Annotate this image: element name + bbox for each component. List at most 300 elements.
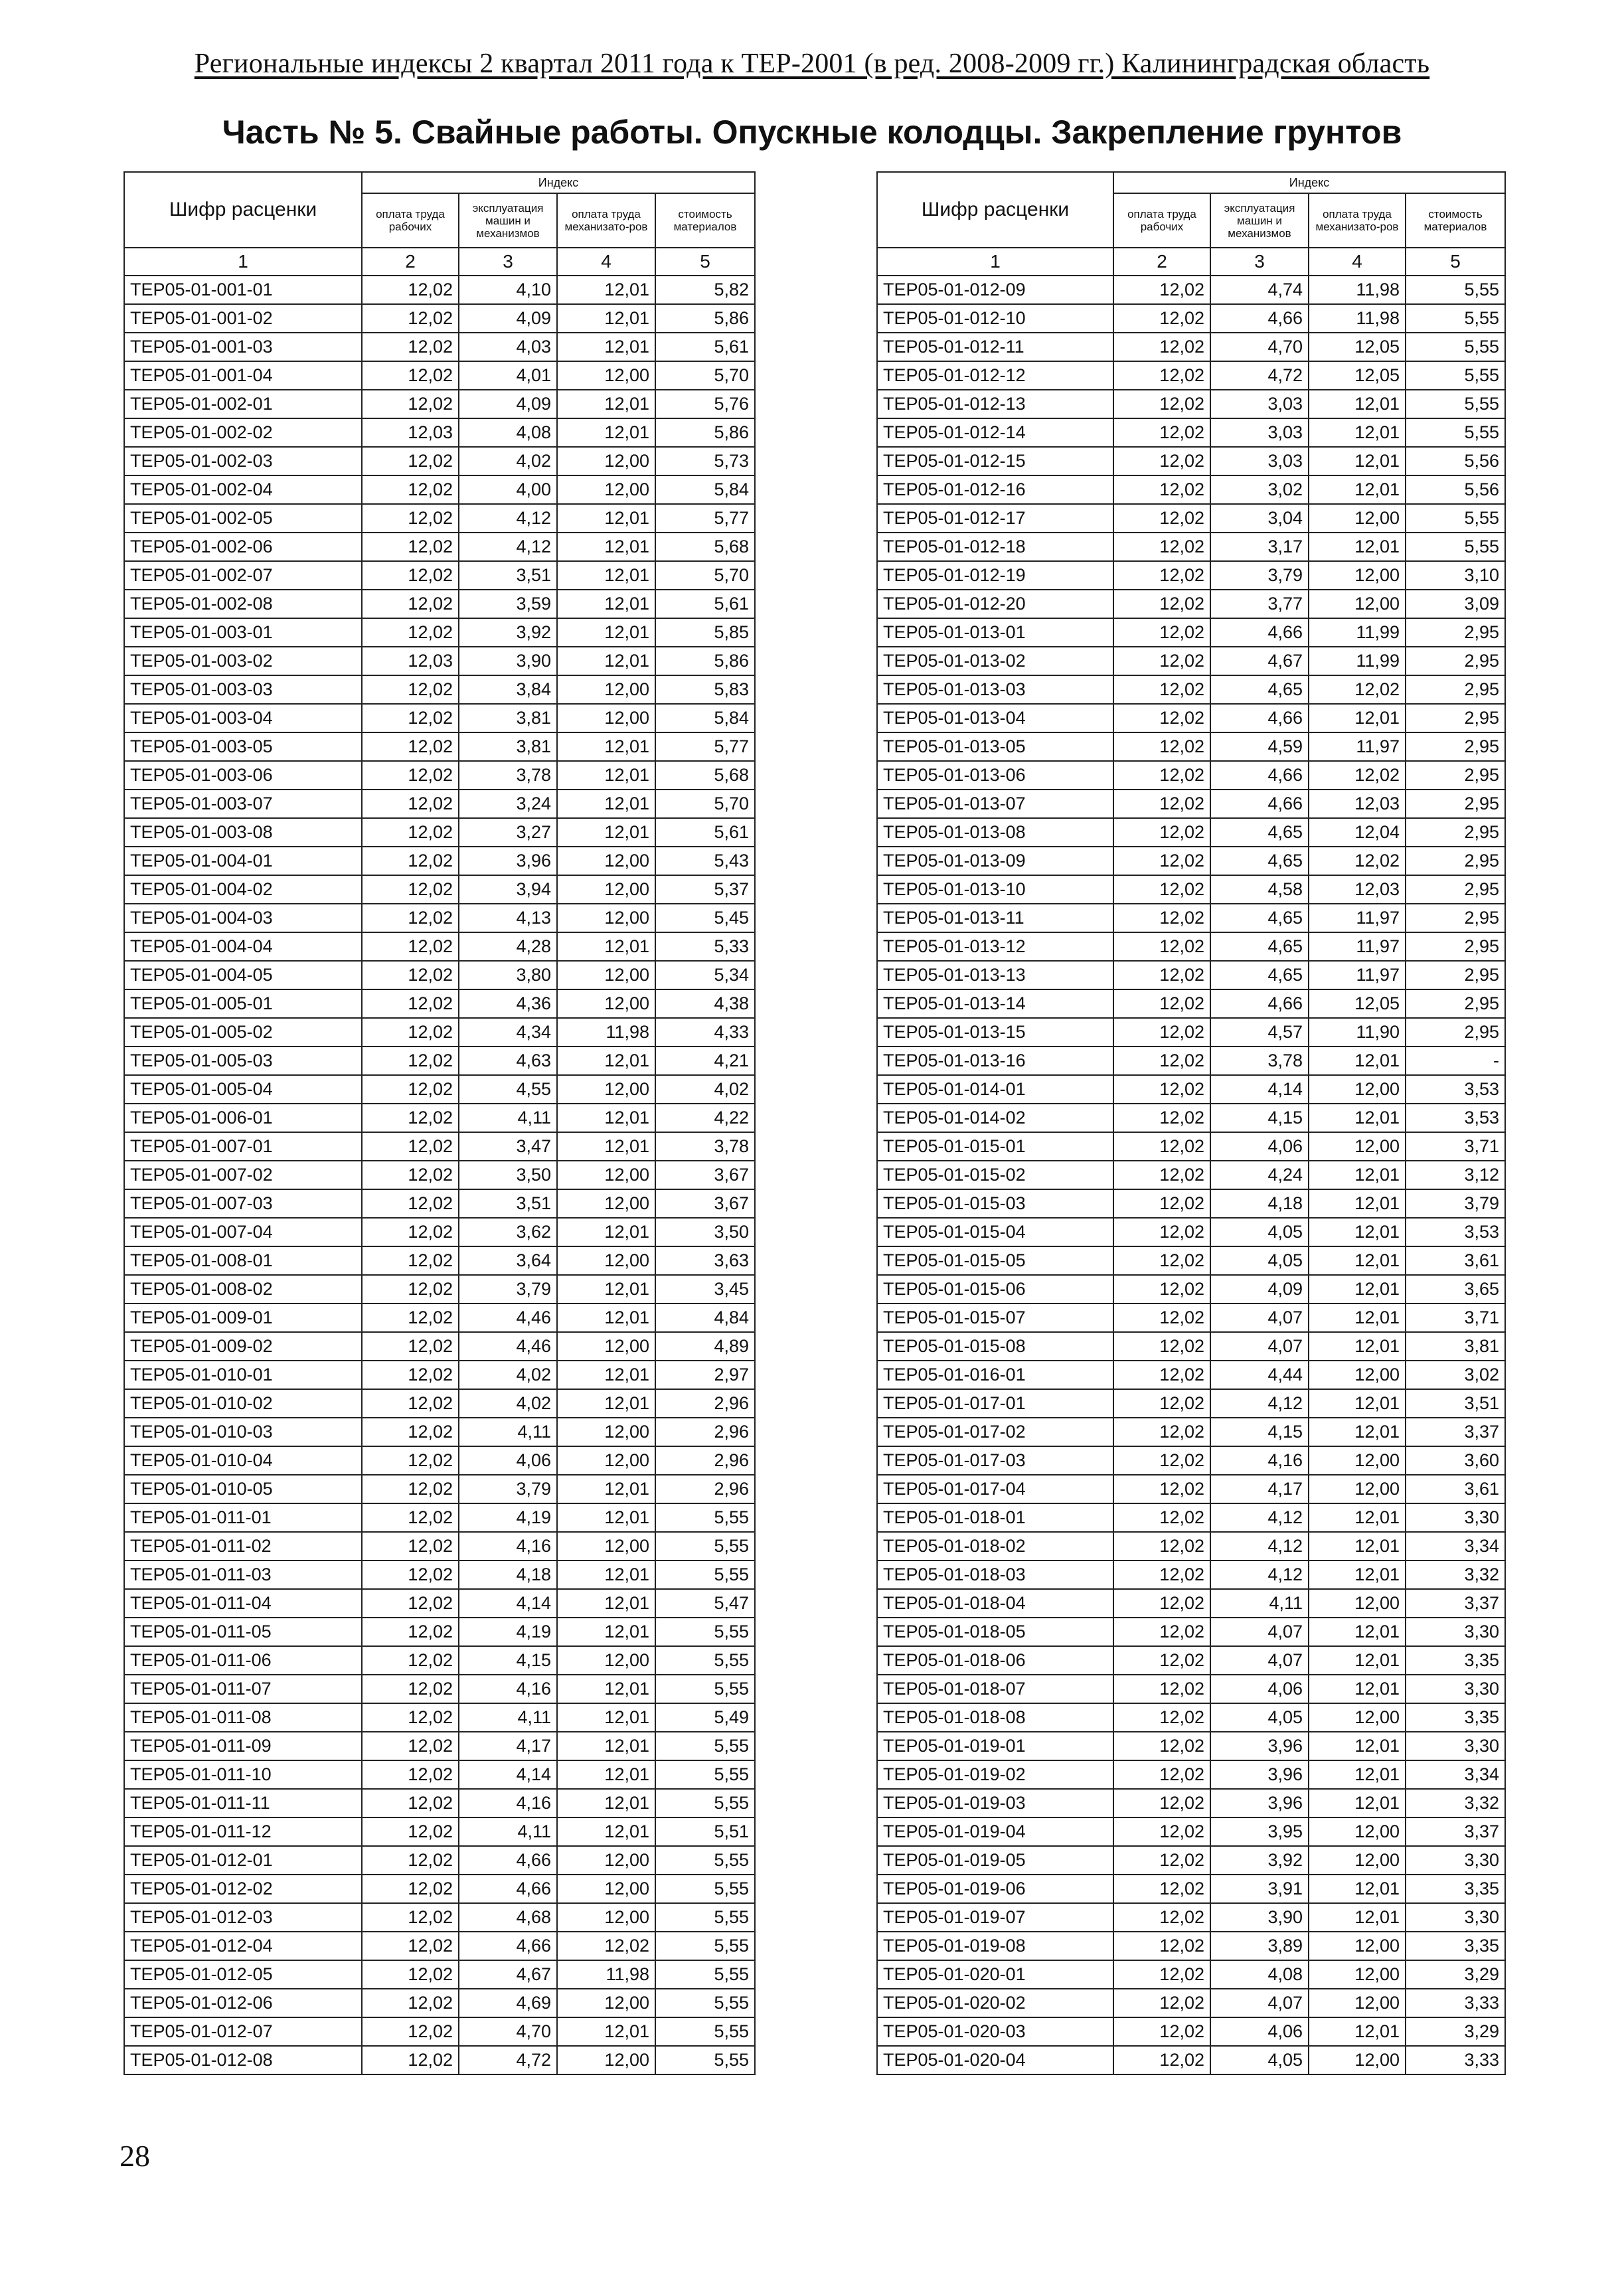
rate-code-cell: ТЕР05-01-012-09 <box>877 276 1113 304</box>
rate-code-cell: ТЕР05-01-001-01 <box>124 276 362 304</box>
labor-index-cell: 12,02 <box>362 533 459 561</box>
labor-index-cell: 12,02 <box>1113 1332 1210 1361</box>
materials-index-cell: 5,55 <box>1406 390 1505 418</box>
table-row <box>124 1932 755 1960</box>
labor-index-cell: 12,02 <box>1113 1875 1210 1903</box>
labor-index-cell: 12,02 <box>1113 2017 1210 2046</box>
machines-index-cell: 4,72 <box>459 2046 557 2074</box>
machines-index-cell: 4,06 <box>1210 1132 1309 1161</box>
materials-index-cell: 3,35 <box>1406 1875 1505 1903</box>
table-row <box>877 1589 1505 1618</box>
operators-index-cell: 12,01 <box>557 790 655 818</box>
labor-index-cell: 12,02 <box>362 1532 459 1560</box>
labor-index-cell: 12,02 <box>1113 675 1210 704</box>
rate-code-cell: ТЕР05-01-001-04 <box>124 361 362 390</box>
operators-index-cell: 12,01 <box>1309 1418 1406 1446</box>
table-row <box>877 561 1505 590</box>
labor-index-cell: 12,02 <box>362 1275 459 1304</box>
rate-code-cell: ТЕР05-01-007-01 <box>124 1132 362 1161</box>
machines-index-cell: 4,66 <box>459 1846 557 1875</box>
operators-index-cell: 11,97 <box>1309 932 1406 961</box>
table-row <box>877 875 1505 904</box>
materials-index-cell: 2,95 <box>1406 875 1505 904</box>
materials-index-cell: 5,83 <box>655 675 755 704</box>
materials-index-cell: 3,32 <box>1406 1789 1505 1817</box>
operators-index-cell: 12,00 <box>1309 1075 1406 1104</box>
materials-index-cell: 4,21 <box>655 1047 755 1075</box>
table-row <box>877 1418 1505 1446</box>
table-row <box>124 1304 755 1332</box>
materials-index-cell: 5,55 <box>655 1875 755 1903</box>
rate-code-cell: ТЕР05-01-008-02 <box>124 1275 362 1304</box>
machines-index-cell: 4,09 <box>1210 1275 1309 1304</box>
rate-code-cell: ТЕР05-01-012-18 <box>877 533 1113 561</box>
table-row <box>124 847 755 875</box>
rate-code-cell: ТЕР05-01-017-04 <box>877 1475 1113 1503</box>
machines-index-cell: 4,07 <box>1210 1304 1309 1332</box>
rate-code-cell: ТЕР05-01-018-02 <box>877 1532 1113 1560</box>
table-row <box>877 1789 1505 1817</box>
labor-index-cell: 12,02 <box>362 790 459 818</box>
rate-code-cell: ТЕР05-01-020-04 <box>877 2046 1113 2074</box>
materials-index-cell: 5,70 <box>655 561 755 590</box>
operators-index-cell: 12,01 <box>1309 1646 1406 1675</box>
table-row <box>124 1275 755 1304</box>
operators-index-cell: 12,01 <box>557 1503 655 1532</box>
labor-index-cell: 12,02 <box>1113 704 1210 732</box>
header-col-number: 5 <box>1406 248 1505 276</box>
rate-code-cell: ТЕР05-01-002-05 <box>124 504 362 533</box>
machines-index-cell: 4,58 <box>1210 875 1309 904</box>
machines-index-cell: 4,65 <box>1210 818 1309 847</box>
materials-index-cell: 3,30 <box>1406 1675 1505 1703</box>
operators-index-cell: 11,98 <box>557 1018 655 1047</box>
machines-index-cell: 4,16 <box>459 1789 557 1817</box>
materials-index-cell: 5,55 <box>655 1989 755 2017</box>
materials-index-cell: 2,96 <box>655 1389 755 1418</box>
rate-code-cell: ТЕР05-01-004-02 <box>124 875 362 904</box>
running-header <box>0 48 1624 80</box>
labor-index-cell: 12,02 <box>1113 1960 1210 1989</box>
materials-index-cell: 5,82 <box>655 276 755 304</box>
machines-index-cell: 4,12 <box>459 504 557 533</box>
table-row <box>877 1903 1505 1932</box>
materials-index-cell: 2,95 <box>1406 790 1505 818</box>
machines-index-cell: 3,51 <box>459 561 557 590</box>
operators-index-cell: 12,01 <box>557 732 655 761</box>
operators-index-cell: 12,01 <box>557 533 655 561</box>
materials-index-cell: 2,95 <box>1406 647 1505 675</box>
table-row <box>877 818 1505 847</box>
rate-code-cell: ТЕР05-01-012-11 <box>877 333 1113 361</box>
table-row <box>877 675 1505 704</box>
materials-index-cell: 5,55 <box>655 1846 755 1875</box>
table-row <box>877 1446 1505 1475</box>
materials-index-cell: 3,53 <box>1406 1218 1505 1246</box>
materials-index-cell: 5,55 <box>1406 333 1505 361</box>
operators-index-cell: 12,00 <box>557 1446 655 1475</box>
labor-index-cell: 12,02 <box>362 1304 459 1332</box>
rate-code-cell: ТЕР05-01-001-02 <box>124 304 362 333</box>
operators-index-cell: 12,00 <box>1309 1846 1406 1875</box>
materials-index-cell: 5,55 <box>655 1732 755 1760</box>
materials-index-cell: 5,56 <box>1406 447 1505 475</box>
machines-index-cell: 3,80 <box>459 961 557 989</box>
materials-index-cell: 5,55 <box>1406 304 1505 333</box>
labor-index-cell: 12,02 <box>362 818 459 847</box>
table-row <box>877 704 1505 732</box>
table-row <box>124 1875 755 1903</box>
table-row <box>124 1960 755 1989</box>
machines-index-cell: 3,92 <box>1210 1846 1309 1875</box>
operators-index-cell: 12,05 <box>1309 333 1406 361</box>
machines-index-cell: 3,50 <box>459 1161 557 1189</box>
machines-index-cell: 4,46 <box>459 1304 557 1332</box>
rate-code-cell: ТЕР05-01-015-04 <box>877 1218 1113 1246</box>
table-row <box>124 304 755 333</box>
table-row <box>877 1560 1505 1589</box>
table-row <box>124 989 755 1018</box>
header-col-number: 1 <box>877 248 1113 276</box>
materials-index-cell: 3,30 <box>1406 1732 1505 1760</box>
machines-index-cell: 4,02 <box>459 1389 557 1418</box>
materials-index-cell: 3,02 <box>1406 1361 1505 1389</box>
table-row <box>877 1646 1505 1675</box>
table-row <box>124 1218 755 1246</box>
rate-code-cell: ТЕР05-01-015-01 <box>877 1132 1113 1161</box>
rate-code-cell: ТЕР05-01-012-10 <box>877 304 1113 333</box>
rate-code-cell: ТЕР05-01-018-06 <box>877 1646 1113 1675</box>
header-col-number: 3 <box>1210 248 1309 276</box>
machines-index-cell: 3,81 <box>459 704 557 732</box>
materials-index-cell: 5,77 <box>655 504 755 533</box>
materials-index-cell: 3,33 <box>1406 1989 1505 2017</box>
table-row <box>124 475 755 504</box>
labor-index-cell: 12,02 <box>1113 961 1210 989</box>
labor-index-cell: 12,02 <box>1113 1932 1210 1960</box>
machines-index-cell: 3,77 <box>1210 590 1309 618</box>
operators-index-cell: 12,00 <box>557 989 655 1018</box>
operators-index-cell: 12,01 <box>1309 704 1406 732</box>
machines-index-cell: 4,12 <box>459 533 557 561</box>
machines-index-cell: 3,89 <box>1210 1932 1309 1960</box>
rates-table-left <box>123 171 756 2075</box>
labor-index-cell: 12,02 <box>1113 590 1210 618</box>
rate-code-cell: ТЕР05-01-019-04 <box>877 1817 1113 1846</box>
materials-index-cell: - <box>1406 1047 1505 1075</box>
labor-index-cell: 12,02 <box>362 1161 459 1189</box>
operators-index-cell: 12,04 <box>1309 818 1406 847</box>
materials-index-cell: 3,71 <box>1406 1304 1505 1332</box>
table-row <box>877 1389 1505 1418</box>
operators-index-cell: 12,01 <box>557 1218 655 1246</box>
table-row <box>124 1189 755 1218</box>
table-row <box>877 618 1505 647</box>
machines-index-cell: 4,74 <box>1210 276 1309 304</box>
machines-index-cell: 4,11 <box>1210 1589 1309 1618</box>
materials-index-cell: 3,29 <box>1406 1960 1505 1989</box>
table-row <box>124 390 755 418</box>
rate-code-cell: ТЕР05-01-009-02 <box>124 1332 362 1361</box>
table-row <box>877 904 1505 932</box>
table-row <box>124 1389 755 1418</box>
machines-index-cell: 4,12 <box>1210 1503 1309 1532</box>
rate-code-cell: ТЕР05-01-002-03 <box>124 447 362 475</box>
materials-index-cell: 5,86 <box>655 418 755 447</box>
labor-index-cell: 12,02 <box>362 447 459 475</box>
labor-index-cell: 12,02 <box>1113 875 1210 904</box>
materials-index-cell: 5,55 <box>1406 361 1505 390</box>
rate-code-cell: ТЕР05-01-020-01 <box>877 1960 1113 1989</box>
rate-code-cell: ТЕР05-01-015-03 <box>877 1189 1113 1218</box>
operators-index-cell: 12,01 <box>557 1703 655 1732</box>
materials-index-cell: 2,95 <box>1406 761 1505 790</box>
labor-index-cell: 12,02 <box>1113 818 1210 847</box>
materials-index-cell: 5,51 <box>655 1817 755 1846</box>
labor-index-cell: 12,02 <box>1113 390 1210 418</box>
labor-index-cell: 12,02 <box>1113 1189 1210 1218</box>
materials-index-cell: 3,71 <box>1406 1132 1505 1161</box>
labor-index-cell: 12,02 <box>1113 1304 1210 1332</box>
materials-index-cell: 3,53 <box>1406 1104 1505 1132</box>
operators-index-cell: 12,01 <box>557 1047 655 1075</box>
rate-code-cell: ТЕР05-01-012-04 <box>124 1932 362 1960</box>
table-row <box>124 504 755 533</box>
operators-index-cell: 12,00 <box>1309 1132 1406 1161</box>
rate-code-cell: ТЕР05-01-013-13 <box>877 961 1113 989</box>
operators-index-cell: 12,00 <box>557 675 655 704</box>
machines-index-cell: 3,78 <box>1210 1047 1309 1075</box>
running-header-text: Региональные индексы 2 квартал 2011 года к ТЕР-2001 (в ред. 2008-2009 гг.) Калининградская область <box>194 48 1430 79</box>
table-row <box>877 1104 1505 1132</box>
machines-index-cell: 3,79 <box>459 1275 557 1304</box>
materials-index-cell: 3,45 <box>655 1275 755 1304</box>
operators-index-cell: 12,00 <box>557 361 655 390</box>
machines-index-cell: 4,66 <box>1210 989 1309 1018</box>
rate-code-cell: ТЕР05-01-012-13 <box>877 390 1113 418</box>
table-row <box>877 1760 1505 1789</box>
table-row <box>877 1161 1505 1189</box>
table-row <box>877 1332 1505 1361</box>
operators-index-cell: 12,01 <box>557 418 655 447</box>
table-row <box>877 533 1505 561</box>
operators-index-cell: 12,01 <box>557 1104 655 1132</box>
operators-index-cell: 12,01 <box>1309 1875 1406 1903</box>
operators-index-cell: 12,00 <box>557 1532 655 1560</box>
machines-index-cell: 4,07 <box>1210 1646 1309 1675</box>
rate-code-cell: ТЕР05-01-017-03 <box>877 1446 1113 1475</box>
table-row <box>124 276 755 304</box>
machines-index-cell: 4,66 <box>1210 790 1309 818</box>
machines-index-cell: 3,64 <box>459 1246 557 1275</box>
operators-index-cell: 12,02 <box>1309 675 1406 704</box>
labor-index-cell: 12,02 <box>362 2017 459 2046</box>
materials-index-cell: 3,60 <box>1406 1446 1505 1475</box>
table-row <box>124 1846 755 1875</box>
operators-index-cell: 12,01 <box>557 1361 655 1389</box>
labor-index-cell: 12,02 <box>362 1703 459 1732</box>
machines-index-cell: 4,06 <box>459 1446 557 1475</box>
table-row <box>124 1903 755 1932</box>
labor-index-cell: 12,02 <box>1113 1275 1210 1304</box>
materials-index-cell: 5,34 <box>655 961 755 989</box>
labor-index-cell: 12,02 <box>362 1446 459 1475</box>
operators-index-cell: 12,00 <box>557 447 655 475</box>
labor-index-cell: 12,02 <box>1113 418 1210 447</box>
rate-code-cell: ТЕР05-01-012-01 <box>124 1846 362 1875</box>
operators-index-cell: 12,01 <box>1309 1532 1406 1560</box>
table-row <box>124 1104 755 1132</box>
operators-index-cell: 11,99 <box>1309 618 1406 647</box>
materials-index-cell: 5,70 <box>655 361 755 390</box>
materials-index-cell: 3,63 <box>655 1246 755 1275</box>
operators-index-cell: 12,00 <box>1309 504 1406 533</box>
materials-index-cell: 5,73 <box>655 447 755 475</box>
operators-index-cell: 12,03 <box>1309 790 1406 818</box>
table-row <box>124 1618 755 1646</box>
materials-index-cell: 4,02 <box>655 1075 755 1104</box>
rate-code-cell: ТЕР05-01-002-08 <box>124 590 362 618</box>
labor-index-cell: 12,02 <box>362 961 459 989</box>
table-row <box>877 1960 1505 1989</box>
machines-index-cell: 4,09 <box>459 390 557 418</box>
operators-index-cell: 12,00 <box>1309 1817 1406 1846</box>
labor-index-cell: 12,02 <box>1113 790 1210 818</box>
table-row <box>124 1047 755 1075</box>
materials-index-cell: 2,95 <box>1406 961 1505 989</box>
table-row <box>877 276 1505 304</box>
machines-index-cell: 4,36 <box>459 989 557 1018</box>
operators-index-cell: 11,99 <box>1309 647 1406 675</box>
table-row <box>124 2046 755 2074</box>
operators-index-cell: 12,01 <box>1309 1903 1406 1932</box>
labor-index-cell: 12,02 <box>362 504 459 533</box>
rate-code-cell: ТЕР05-01-011-02 <box>124 1532 362 1560</box>
materials-index-cell: 3,65 <box>1406 1275 1505 1304</box>
part-title: Часть № 5. Свайные работы. Опускные колодцы. Закрепление грунтов <box>222 114 1402 151</box>
operators-index-cell: 12,01 <box>1309 1304 1406 1332</box>
table-row <box>124 1760 755 1789</box>
materials-index-cell: 4,89 <box>655 1332 755 1361</box>
machines-index-cell: 4,03 <box>459 333 557 361</box>
labor-index-cell: 12,02 <box>362 1618 459 1646</box>
table-row <box>877 390 1505 418</box>
table-row <box>124 1132 755 1161</box>
rate-code-cell: ТЕР05-01-013-05 <box>877 732 1113 761</box>
machines-index-cell: 4,16 <box>1210 1446 1309 1475</box>
materials-index-cell: 5,84 <box>655 475 755 504</box>
rate-code-cell: ТЕР05-01-010-02 <box>124 1389 362 1418</box>
operators-index-cell: 12,01 <box>557 1789 655 1817</box>
operators-index-cell: 12,01 <box>1309 1503 1406 1532</box>
materials-index-cell: 2,95 <box>1406 732 1505 761</box>
rate-code-cell: ТЕР05-01-012-17 <box>877 504 1113 533</box>
operators-index-cell: 12,01 <box>1309 2017 1406 2046</box>
machines-index-cell: 4,70 <box>459 2017 557 2046</box>
table-row <box>124 418 755 447</box>
operators-index-cell: 12,00 <box>557 961 655 989</box>
operators-index-cell: 12,00 <box>557 704 655 732</box>
materials-index-cell: 3,61 <box>1406 1246 1505 1275</box>
rate-code-cell: ТЕР05-01-018-08 <box>877 1703 1113 1732</box>
machines-index-cell: 4,16 <box>459 1532 557 1560</box>
materials-index-cell: 4,38 <box>655 989 755 1018</box>
operators-index-cell: 12,01 <box>557 333 655 361</box>
machines-index-cell: 3,47 <box>459 1132 557 1161</box>
materials-index-cell: 5,55 <box>1406 504 1505 533</box>
table-row <box>877 1047 1505 1075</box>
header-machines: эксплуатация машин и механизмов <box>1210 193 1309 248</box>
rate-code-cell: ТЕР05-01-002-02 <box>124 418 362 447</box>
operators-index-cell: 12,01 <box>1309 1789 1406 1817</box>
labor-index-cell: 12,02 <box>362 1789 459 1817</box>
materials-index-cell: 3,37 <box>1406 1418 1505 1446</box>
labor-index-cell: 12,02 <box>362 1104 459 1132</box>
operators-index-cell: 12,01 <box>1309 1218 1406 1246</box>
labor-index-cell: 12,02 <box>362 1218 459 1246</box>
table-row <box>877 1475 1505 1503</box>
table-row <box>877 1304 1505 1332</box>
table-row <box>877 1875 1505 1903</box>
operators-index-cell: 12,01 <box>1309 1760 1406 1789</box>
operators-index-cell: 12,01 <box>557 761 655 790</box>
table-row <box>877 1817 1505 1846</box>
machines-index-cell: 4,12 <box>1210 1560 1309 1589</box>
table-row <box>124 333 755 361</box>
operators-index-cell: 12,00 <box>557 1246 655 1275</box>
table-row <box>877 304 1505 333</box>
operators-index-cell: 12,00 <box>557 1075 655 1104</box>
machines-index-cell: 4,16 <box>459 1675 557 1703</box>
machines-index-cell: 4,02 <box>459 447 557 475</box>
table-row <box>124 932 755 961</box>
rate-code-cell: ТЕР05-01-013-14 <box>877 989 1113 1018</box>
machines-index-cell: 4,14 <box>1210 1075 1309 1104</box>
rate-code-cell: ТЕР05-01-012-12 <box>877 361 1113 390</box>
rate-code-cell: ТЕР05-01-020-02 <box>877 1989 1113 2017</box>
table-row <box>124 1075 755 1104</box>
rate-code-cell: ТЕР05-01-019-07 <box>877 1903 1113 1932</box>
table-row <box>877 932 1505 961</box>
labor-index-cell: 12,02 <box>1113 932 1210 961</box>
operators-index-cell: 12,01 <box>557 304 655 333</box>
table-body <box>877 276 1505 2074</box>
labor-index-cell: 12,02 <box>362 989 459 1018</box>
rate-code-cell: ТЕР05-01-019-08 <box>877 1932 1113 1960</box>
labor-index-cell: 12,02 <box>1113 989 1210 1018</box>
table-row <box>877 1932 1505 1960</box>
labor-index-cell: 12,02 <box>1113 1760 1210 1789</box>
machines-index-cell: 4,66 <box>459 1875 557 1903</box>
operators-index-cell: 12,02 <box>1309 847 1406 875</box>
operators-index-cell: 12,00 <box>1309 1932 1406 1960</box>
materials-index-cell: 3,79 <box>1406 1189 1505 1218</box>
table-row <box>124 732 755 761</box>
table-row <box>877 1532 1505 1560</box>
labor-index-cell: 12,02 <box>1113 1903 1210 1932</box>
labor-index-cell: 12,02 <box>362 1760 459 1789</box>
machines-index-cell: 4,11 <box>459 1104 557 1132</box>
labor-index-cell: 12,02 <box>362 1989 459 2017</box>
table-row <box>877 447 1505 475</box>
materials-index-cell: 5,85 <box>655 618 755 647</box>
machines-index-cell: 3,79 <box>1210 561 1309 590</box>
labor-index-cell: 12,02 <box>362 1475 459 1503</box>
materials-index-cell: 3,78 <box>655 1132 755 1161</box>
materials-index-cell: 5,55 <box>1406 533 1505 561</box>
operators-index-cell: 12,01 <box>557 618 655 647</box>
machines-index-cell: 4,15 <box>1210 1104 1309 1132</box>
